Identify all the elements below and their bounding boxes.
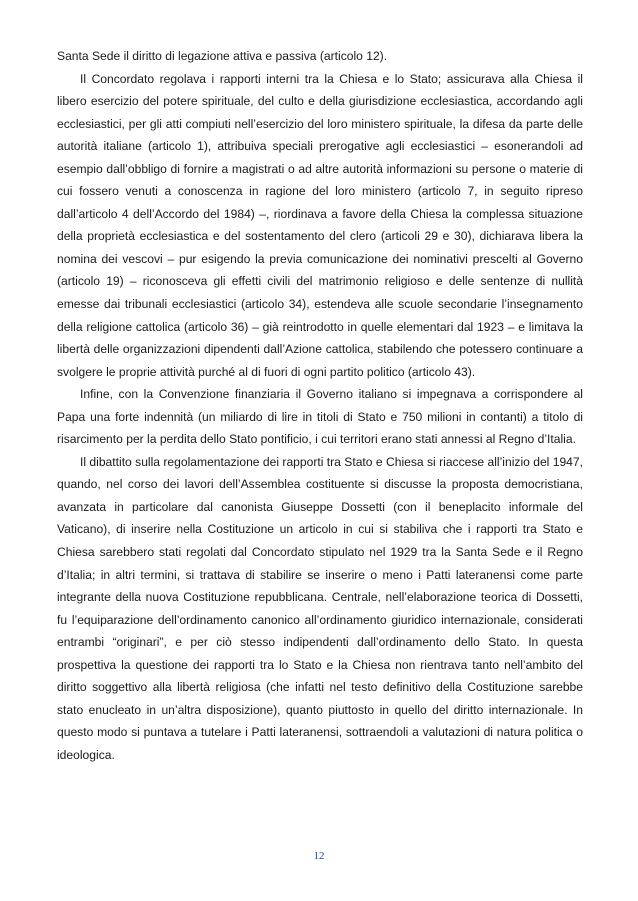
body-text: [57, 45, 583, 767]
page-number: 12: [313, 850, 325, 862]
paragraph-dibattito: Il dibattito sulla regolamentazione dei rapporti tra Stato e Chiesa si riaccese all’inizio del 1947, quando, nel corso dei lavori dell’Assemblea costituente si discusse la proposta democristiana, avanzata in particolare dal canonista Giuseppe Dossetti (con il beneplacito informale del Vaticano), di inserire nella Costituzione un articolo in cui si stabiliva che i rapporti tra Stato e Chiesa sarebbero stati regolati dal Concordato stipulato nel 1929 tra la Santa Sede e il Regno d’Italia; in altri termini, si trattava di stabilire se inserire o meno i Patti lateranensi come parte integrante della nuova Costituzione repubblicana. Centrale, nell’elaborazione teorica di Dossetti, fu l’equiparazione dell’ordinamento canonico all’ordinamento giuridico internazionale, considerati entrambi “originari”, e per ciò stesso indipendenti dall’ordinamento dello Stato. In questa prospettiva la questione dei rapporti tra lo Stato e la Chiesa non rientrava tanto nell’ambito del diritto soggettivo alla libertà religiosa (che infatti nel testo definitivo della Costituzione sarebbe stato enucleato in un’altra disposizione), quanto piuttosto in quello del diritto internazionale. In questo modo si puntava a tutelare i Patti lateranensi, sottraendoli a valutazioni di natura politica o ideologica.: [57, 454, 583, 762]
paragraph-convenzione: Infine, con la Convenzione finanziaria il Governo italiano si impegnava a corrispondere al Papa una forte indennità (un miliardo di lire in titoli di Stato e 750 milioni in contanti) a titolo di risarcimento per la perdita dello Stato pontificio, i cui territori erano stati annessi al Regno d’Italia.: [57, 387, 583, 447]
paragraph-concordato: Il Concordato regolava i rapporti interni tra la Chiesa e lo Stato; assicurava alla Chiesa il libero esercizio del potere spirituale, del culto e della giurisdizione ecclesiastica, accordando agli ecclesiastici, per gli atti compiuti nell’esercizio del loro ministero spirituale, la difesa da parte delle autorità italiane (articolo 1), attribuiva speciali prerogative agli ecclesiastici – esonerandoli ad esempio dall’obbligo di fornire a magistrati o ad altre autorità informazioni su persone o materie di cui fossero venuti a conoscenza in ragione del loro ministero (articolo 7, in seguito ripreso dall’articolo 4 dell’Accordo del 1984) –, riordinava a favore della Chiesa la complessa situazione della proprietà ecclesiastica e del sostentamento del clero (articoli 29 e 30), dichiarava libera la nomina dei vescovi – pur esigendo la previa comunicazione dei nominativi prescelti al Governo (articolo 19) – riconosceva gli effetti civili del matrimonio religioso e delle sentenze di nullità emesse dai tribunali ecclesiastici (articolo 34), estendeva alle scuole secondarie l’insegnamento della religione cattolica (articolo 36) – già reintrodotto in quelle elementari dal 1923 – e limitava la libertà delle organizzazioni dipendenti dall’Azione cattolica, stabilendo che potessero continuare a svolgere le proprie attività purché al di fuori di ogni partito politico (articolo 43).: [57, 71, 583, 379]
paragraph-continuation: Santa Sede il diritto di legazione attiva e passiva (articolo 12).: [57, 49, 388, 63]
